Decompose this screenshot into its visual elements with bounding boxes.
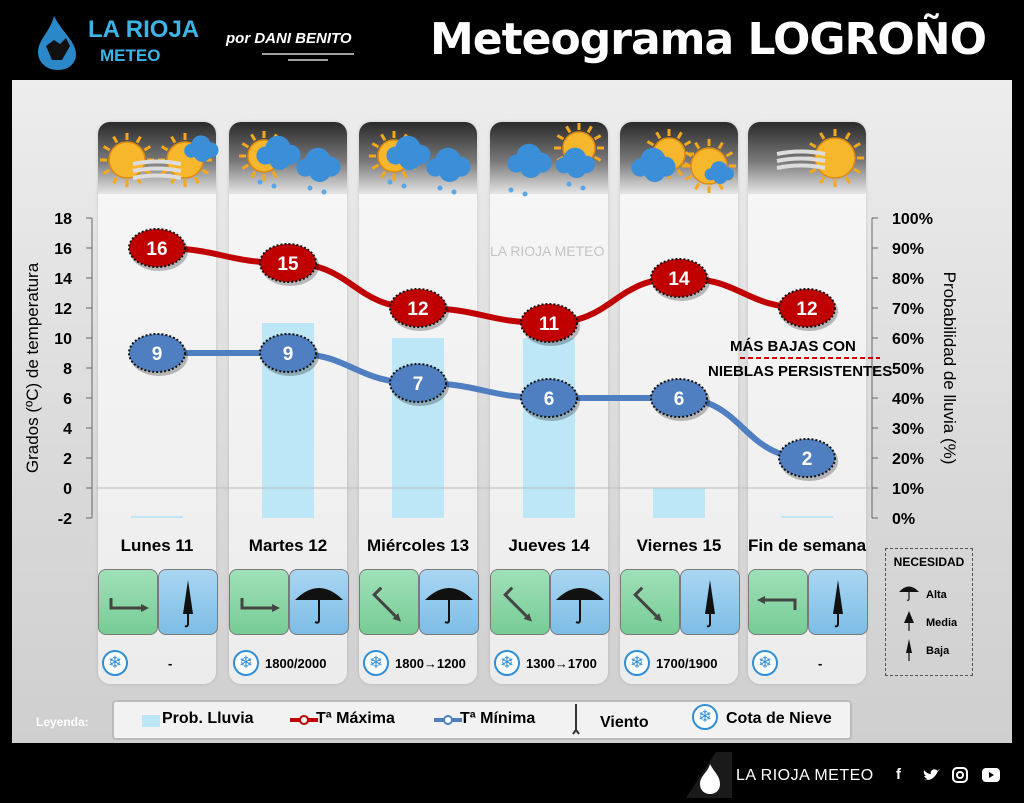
rain-drop-icon (523, 192, 528, 197)
snow-level-value: 1700/1900 (656, 656, 718, 671)
snow-level-value: - (818, 656, 823, 671)
y-tick-label: 16 (54, 241, 72, 258)
y-tick-label: -2 (57, 511, 72, 528)
snow-level-value: - (168, 656, 173, 671)
snowflake-icon: ❄ (233, 650, 259, 676)
y-tick-label: 10 (54, 331, 72, 348)
sun-icon (100, 133, 154, 187)
legend-snowflake-icon: ❄ (692, 704, 718, 730)
byline: por DANI BENITO (226, 30, 352, 47)
y-tick-label: 18 (54, 211, 72, 228)
umbrella-half-icon (902, 611, 916, 633)
tmin-data-label: 7 (412, 374, 424, 395)
cloud-icon (296, 148, 340, 182)
umbrella-closed-icon (904, 639, 914, 663)
cloud-icon (426, 148, 470, 182)
annotation-line2: NIEBLAS PERSISTENTES (708, 363, 893, 380)
rain-drop-icon (258, 180, 263, 185)
rain-drop-icon (308, 186, 313, 191)
rain-drop-icon (272, 184, 277, 189)
snow-level-value: 1300→1700 (526, 656, 597, 671)
rain-bar (781, 516, 833, 518)
y2-tick-label: 90% (892, 241, 925, 258)
day-label: Fin de semana (747, 536, 867, 555)
necesidad-media: Media (926, 617, 958, 629)
tmax-data-label: 11 (538, 314, 560, 335)
rain-drop-icon (452, 190, 457, 195)
tmax-line (157, 248, 807, 323)
snowflake-icon: ❄ (752, 650, 778, 676)
day-label: Lunes 11 (120, 536, 194, 555)
rain-drop-icon (567, 182, 572, 187)
necesidad-alta: Alta (926, 589, 947, 601)
day-label: Viernes 15 (636, 536, 722, 555)
day-label: Martes 12 (248, 536, 328, 555)
rain-bar (131, 516, 183, 518)
legend-tmin: Tª Mínima (460, 710, 536, 727)
y-tick-label: 14 (54, 271, 72, 288)
y2-tick-label: 60% (892, 331, 925, 348)
y-tick-label: 2 (63, 451, 72, 468)
tmax-data-label: 15 (277, 254, 299, 275)
tmin-data-label: 6 (543, 389, 555, 410)
y2-tick-label: 70% (892, 301, 925, 318)
y2-tick-label: 50% (892, 361, 925, 378)
y2-tick-label: 30% (892, 421, 925, 438)
youtube-icon[interactable] (982, 768, 1000, 782)
legend-wind-icon (570, 704, 582, 736)
tmin-data-label: 2 (801, 449, 813, 470)
legend-rain-swatch (142, 715, 160, 727)
y-tick-label: 0 (63, 481, 72, 498)
instagram-icon[interactable] (952, 767, 968, 783)
legend-tmax: Tª Máxima (316, 710, 395, 727)
y2-tick-label: 10% (892, 481, 925, 498)
y2-tick-label: 40% (892, 391, 925, 408)
y2-tick-label: 20% (892, 451, 925, 468)
legend-wind: Viento (600, 714, 649, 731)
y2-tick-label: 0% (892, 511, 916, 528)
y-axis-label: Grados (ºC) de temperatura (23, 262, 42, 474)
y-tick-label: 8 (63, 361, 72, 378)
tmax-data-label: 16 (146, 239, 168, 260)
y2-tick-label: 80% (892, 271, 925, 288)
tmin-data-label: 6 (673, 389, 685, 410)
snowflake-icon: ❄ (624, 650, 650, 676)
legend-rain: Prob. Lluvia (162, 710, 254, 727)
rain-drop-icon (509, 188, 514, 193)
umbrella-open-icon (898, 583, 920, 601)
day-label: Jueves 14 (508, 536, 590, 555)
tmin-data-label: 9 (151, 344, 163, 365)
rain-drop-icon (581, 186, 586, 191)
tmax-data-label: 14 (668, 269, 690, 290)
cloud-icon (507, 144, 551, 178)
fog-icon (133, 162, 181, 179)
y-tick-label: 4 (63, 421, 72, 438)
facebook-icon[interactable]: f (896, 766, 901, 783)
snow-level-value: 1800/2000 (265, 656, 327, 671)
snow-level-value: 1800→1200 (395, 656, 466, 671)
snowflake-icon: ❄ (102, 650, 128, 676)
footer-logo-icon (686, 752, 732, 798)
necesidad-legend (885, 548, 973, 676)
y2-tick-label: 100% (892, 211, 933, 228)
rain-bar (653, 488, 705, 518)
snowflake-icon: ❄ (363, 650, 389, 676)
legend (112, 700, 852, 740)
rain-drop-icon (388, 180, 393, 185)
y2-axis-label: Probabilidad de lluvia (%) (940, 271, 959, 465)
legend-snow: Cota de Nieve (726, 710, 832, 727)
annotation-line1: MÁS BAJAS CON (730, 338, 856, 355)
logo-text-line1: LA RIOJA (88, 16, 200, 43)
legend-label: Leyenda: (36, 715, 89, 729)
twitter-icon[interactable] (922, 768, 940, 782)
y-tick-label: 6 (63, 391, 72, 408)
tmax-data-label: 12 (407, 299, 429, 320)
rain-drop-icon (402, 184, 407, 189)
logo-text-line2: METEO (100, 46, 161, 65)
snowflake-icon: ❄ (494, 650, 520, 676)
y-tick-label: 12 (54, 301, 72, 318)
page-title: Meteograma LOGROÑO (430, 14, 986, 65)
tmax-data-label: 12 (796, 299, 818, 320)
rain-drop-icon (438, 186, 443, 191)
day-label: Miércoles 13 (366, 536, 470, 555)
rain-drop-icon (322, 190, 327, 195)
annotation-underline (740, 355, 880, 361)
footer-brand: LA RIOJA METEO (736, 767, 874, 784)
rain-bar (523, 338, 575, 518)
necesidad-title: NECESIDAD (893, 555, 965, 569)
tmin-data-label: 9 (282, 344, 294, 365)
fog-icon (777, 152, 825, 169)
necesidad-baja: Baja (926, 645, 950, 657)
watermark: LA RIOJA METEO (490, 243, 605, 259)
